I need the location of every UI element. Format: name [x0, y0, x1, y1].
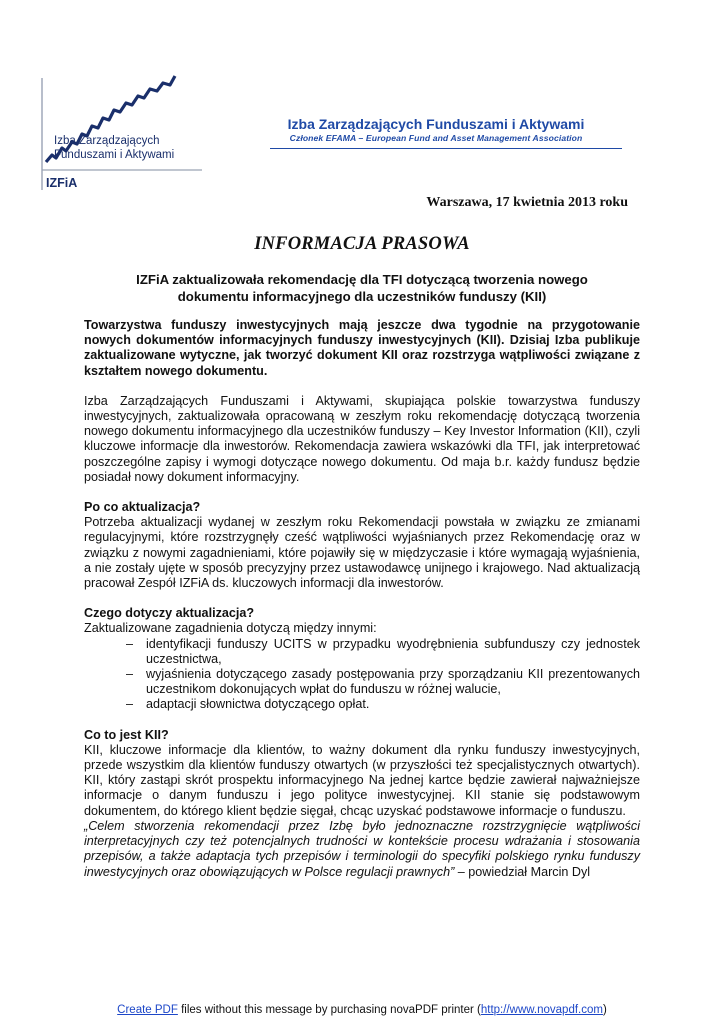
list-bullet: – [126, 636, 134, 651]
list-item-text: wyjaśnienia dotyczącego zasady postępowania przy sporządzaniu KII prezentowanych uczestnikom dokonujących wpłat do funduszu w różnej walucie, [146, 667, 640, 697]
create-pdf-link[interactable]: Create PDF [117, 1004, 178, 1016]
list-item [84, 697, 640, 712]
section-body-kii: KII, kluczowe informacje dla klientów, to ważny dokument dla rynku funduszy inwestycyjnych, przede wszystkim dla klientów funduszy otwartych (w przyszłości też specjalistycznych otwartych). KII, który zastąpi skrót prospektu informacyjnego Na jednej kartce będzie zawierał najważniejsze informacje o danym funduszu i jego polityce inwestycyjnej. KII stanie się podstawowym dokumentem, do którego klient będzie sięgał, chcąc uzyskać podstawowe informacje o funduszu. [84, 742, 640, 818]
list-item [84, 667, 640, 697]
list-item-text: identyfikacji funduszy UCITS w przypadku wyodrębnienia subfunduszy czy jednostek uczestnictwa, [146, 636, 640, 666]
list-item [84, 637, 640, 667]
subtitle [90, 271, 634, 305]
list-bullet: – [126, 697, 134, 712]
quote-paragraph [84, 819, 640, 880]
article-body [84, 318, 640, 880]
quote-attribution: – powiedział Marcin Dyl [454, 864, 591, 879]
footer-text: files without this message by purchasing novaPDF printer ( [177, 1004, 481, 1016]
logo-graph-icon [32, 72, 222, 192]
izfia-logo [32, 72, 222, 192]
section-heading-kii: Co to jest KII? [84, 727, 169, 742]
header-divider [270, 148, 622, 149]
section-intro-what: Zaktualizowane zagadnienia dotyczą między innymi: [84, 621, 377, 636]
intro-paragraph: Izba Zarządzających Funduszami i Aktywami, skupiająca polskie towarzystwa funduszy inwestycyjnych, zaktualizowała opracowaną w zeszłym roku rekomendację dotyczącą tworzenia nowego dokumentu informacyjnego dla uczestników funduszy – Key Investor Information (KII), czyli kluczowe informacje dla inwestorów. Rekomendacja zawiera wskazówki dla TFI, jak interpretować poszczególne zapisy i wymogi dotyczące nowego dokumentu. Od maja b.r. każdy fundusz będzie posiadał nowy dokument informacyjny. [84, 393, 640, 484]
subtitle-line2: dokumentu informacyjnego dla uczestników funduszy (KII) [177, 289, 547, 304]
org-name: Izba Zarządzających Funduszami i Aktywami [287, 116, 585, 132]
list-bullet: – [126, 667, 134, 682]
update-topics-list [84, 637, 640, 713]
lead-paragraph: Towarzystwa funduszy inwestycyjnych mają jeszcze dwa tygodnie na przygotowanie nowych dokumentów informacyjnych funduszy inwestycyjnych (KII). Dzisiaj Izba publikuje zaktualizowane wytyczne, jak tworzyć dokument KII oraz rozstrzyga wątpliwości związane z kształtem nowego dokumentu. [84, 318, 640, 378]
section-body-why: Potrzeba aktualizacji wydanej w zeszłym roku Rekomendacji powstała w związku ze zmianami regulacyjnymi, które rozstrzygnęły cześć wątpliwości wyjaśnianych przez Rekomendację oraz w związku z nowymi zagadnieniami, które pojawiły się w międzyczasie i które wymagają wyjaśnienia, a nie zostały ujęte w sposób precyzyjny przez ustawodawcę unijnego i krajowego. Nad aktualizacją pracował Zespół IZFiA ds. kluczowych informacji dla inwestorów. [84, 515, 640, 591]
press-date: Warszawa, 17 kwietnia 2013 roku [426, 195, 628, 210]
subtitle-line1: IZFiA zaktualizowała rekomendację dla TFI dotyczącą tworzenia nowego [136, 272, 588, 287]
pdf-footer [0, 1004, 724, 1016]
page-title: INFORMACJA PRASOWA [254, 234, 470, 254]
logo-name-line2: Funduszami i Aktywami [54, 149, 175, 161]
novapdf-link[interactable]: http://www.novapdf.com [480, 1004, 603, 1016]
quote-text: „Celem stworzenia rekomendacji przez Izbę było jednoznaczne rozstrzygnięcie wątpliwości interpretacyjnych czy też potencjalnych trudności w kontekście procesu wdrażania i stosowania przepisów, a także adaptacja tych przepisów i terminologii do specyfiki polskiego rynku funduszy inwestycyjnych oraz obowiązujących w Polsce regulacji prawnych” [84, 818, 640, 879]
logo-name-line1: Izba Zarządzających [54, 135, 160, 147]
footer-end: ) [602, 1004, 607, 1016]
section-heading-what: Czego dotyczy aktualizacja? [84, 606, 255, 621]
logo-abbr: IZFiA [46, 176, 78, 190]
section-heading-why: Po co aktualizacja? [84, 500, 201, 515]
list-item-text: adaptacji słownictwa dotyczącego opłat. [146, 697, 370, 712]
member-line: Członek EFAMA – European Fund and Asset Management Association [289, 133, 583, 143]
